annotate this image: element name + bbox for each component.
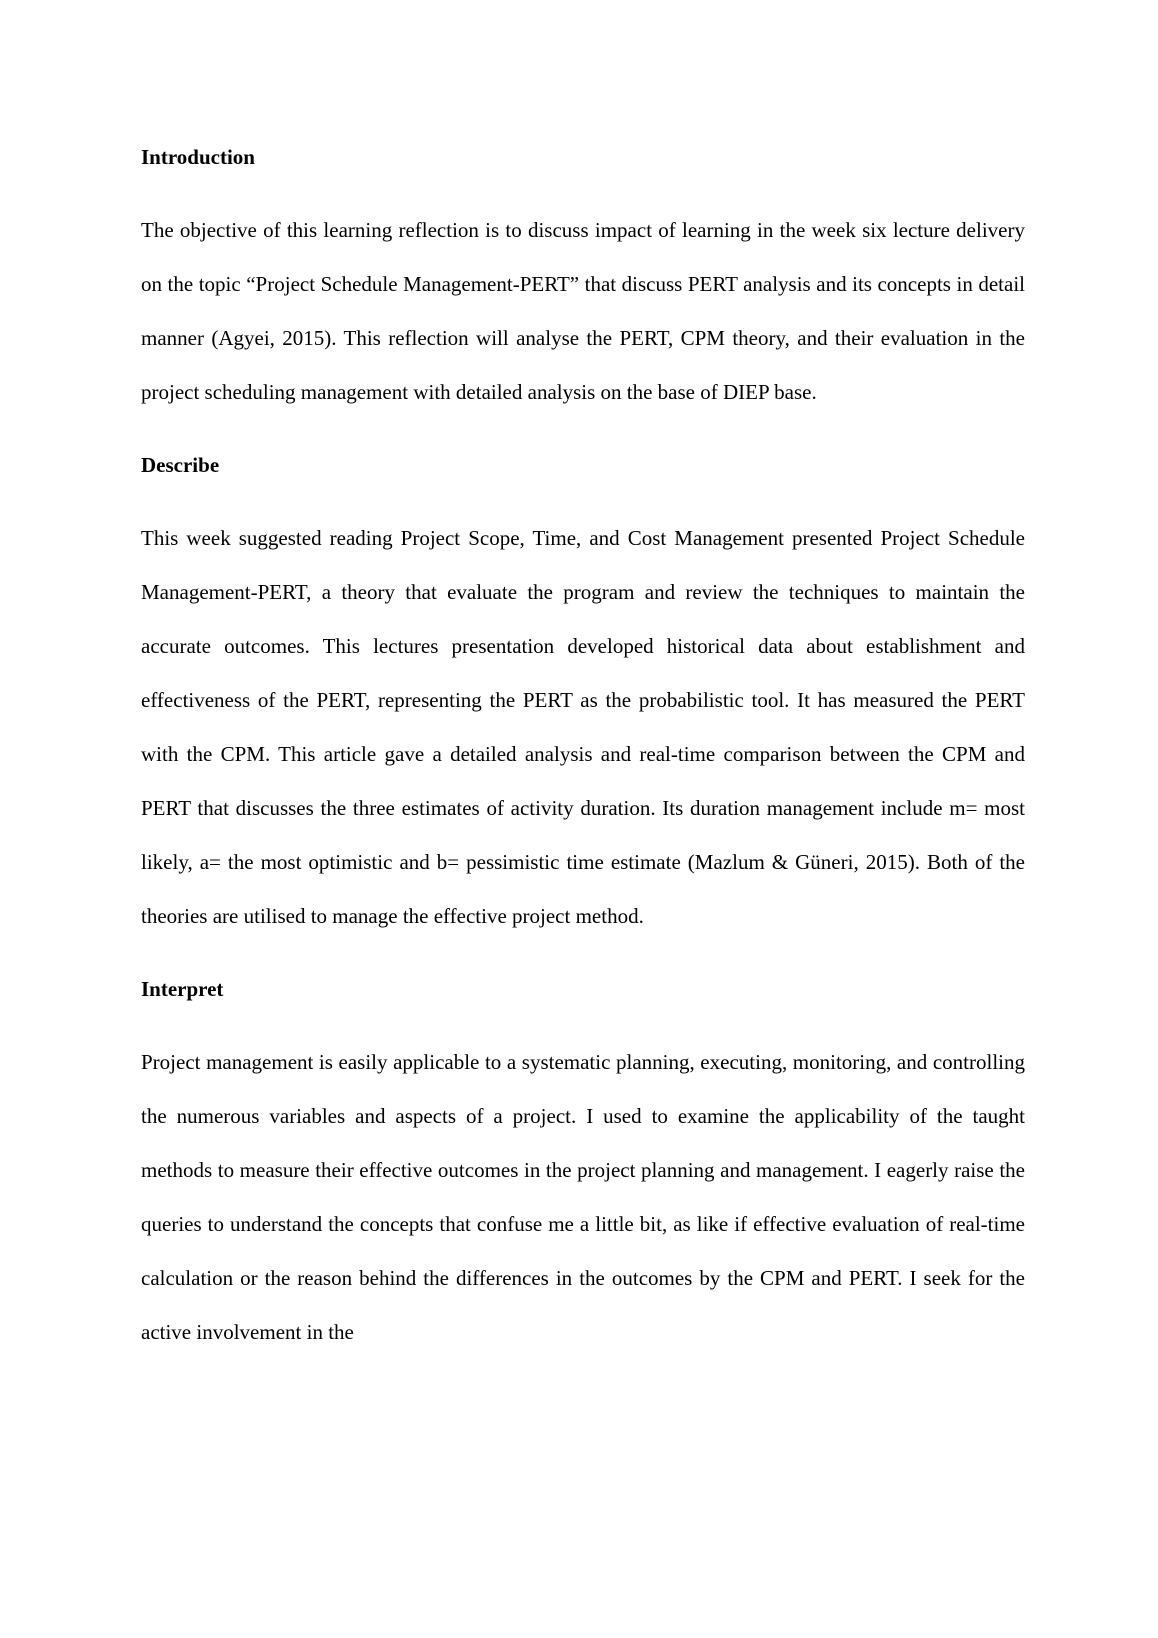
section-paragraph-introduction: The objective of this learning reflection is to discuss impact of learning in the week six lecture delivery on the topic “Project Schedule Management-PERT” that discuss PERT analysis and its concepts in detail manner (Agyei, 2015). This reflection will analyse the PERT, CPM theory, and their evaluation in the project scheduling management with detailed analysis on the base of DIEP base. [141, 218, 1025, 404]
section-heading-describe: Describe [141, 453, 220, 477]
section-paragraph-describe: This week suggested reading Project Scope, Time, and Cost Management presented Project Schedule Management-PERT, a theory that evaluate the program and review the techniques to maintain the accurate outcomes. This lectures presentation developed historical data about establishment and effectiveness of the PERT, representing the PERT as the probabilistic tool. It has measured the PERT with the CPM. This article gave a detailed analysis and real-time comparison between the CPM and PERT that discusses the three estimates of activity duration. Its duration management include m= most likely, a= the most optimistic and b= pessimistic time estimate (Mazlum & Güneri, 2015). Both of the theories are utilised to manage the effective project method. [141, 526, 1025, 928]
section-heading-interpret: Interpret [141, 977, 224, 1001]
section-paragraph-interpret: Project management is easily applicable to a systematic planning, executing, monitoring, and controlling the numerous variables and aspects of a project. I used to examine the applicability of the taught methods to measure their effective outcomes in the project planning and management. I eagerly raise the queries to understand the concepts that confuse me a little bit, as like if effective evaluation of real-time calculation or the reason behind the differences in the outcomes by the CPM and PERT. I seek for the active involvement in the [141, 1050, 1025, 1344]
section-heading-introduction: Introduction [141, 145, 255, 169]
document-body [141, 130, 1025, 1378]
